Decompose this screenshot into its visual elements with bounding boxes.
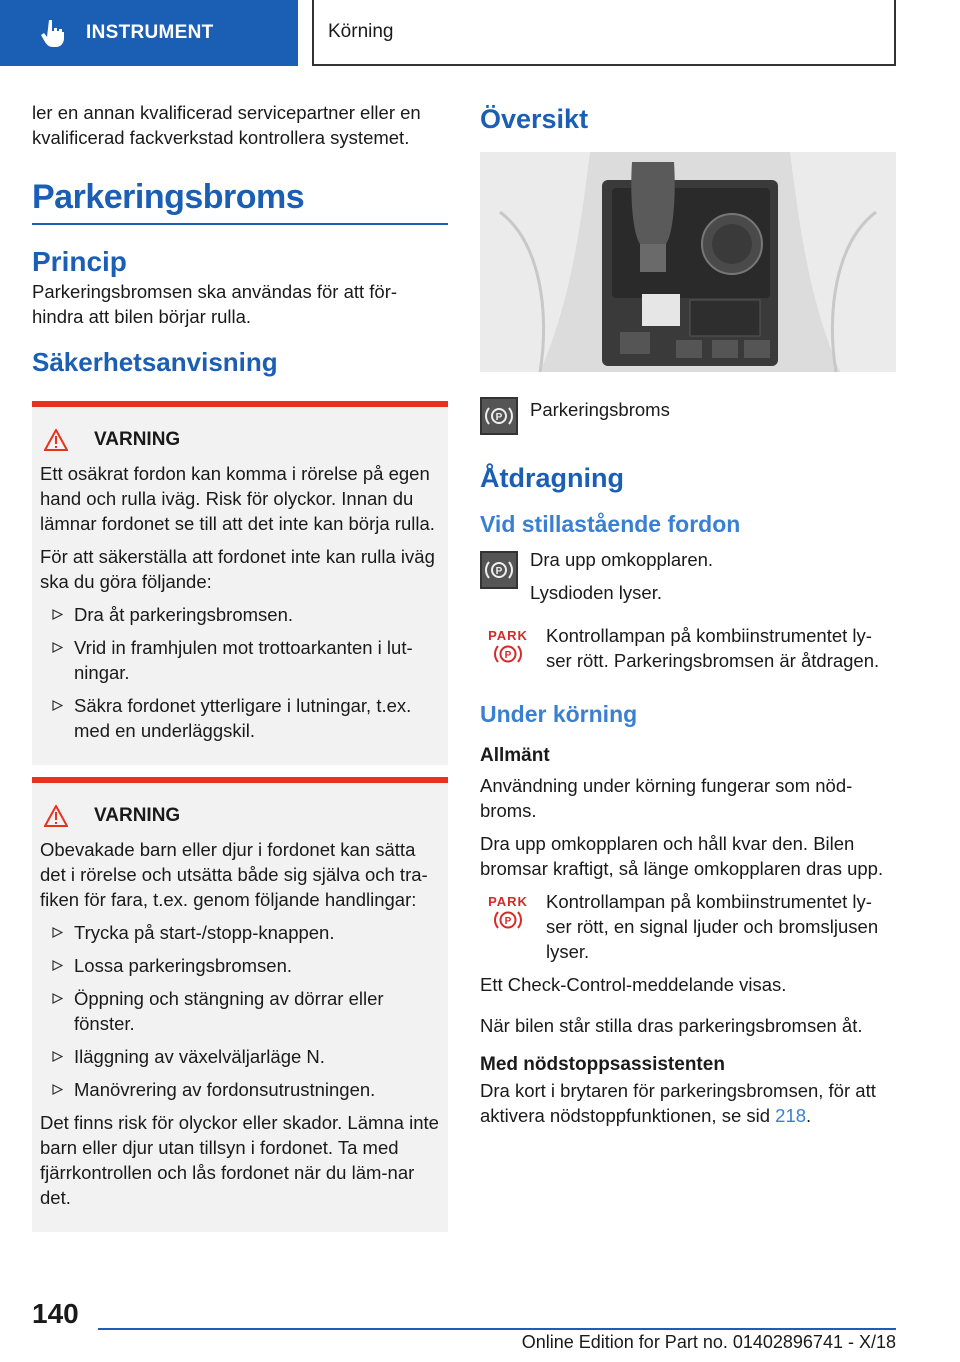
warning-box-2 <box>32 777 448 1232</box>
park-warning-icon: PARK P <box>488 894 528 927</box>
assist-text: Dra kort i brytaren för parkeringsbromsen, för att aktivera nödstoppfunktionen, se sid 218. <box>480 1080 876 1126</box>
footer-divider <box>98 1328 896 1330</box>
park-warning-icon: PARK P <box>488 628 528 661</box>
svg-text:P: P <box>504 916 512 927</box>
warning-list <box>40 920 440 1102</box>
bullet-triangle-icon <box>52 700 63 711</box>
park-text: Kontrollampan på kombiinstrumentet ly-ser rött, en signal ljuder och bromsljusen lyser. <box>546 891 879 962</box>
warning-text: För att säkerställa att fordonet inte kan rulla iväg ska du göra följande: <box>40 546 435 592</box>
princip-heading: Princip <box>32 246 127 277</box>
list-item: Öppning och stängning av dörrar eller fönster. <box>40 986 440 1036</box>
apply-heading: Åtdragning <box>480 463 624 493</box>
caption-row <box>480 397 896 435</box>
standstill-row <box>480 547 896 613</box>
park-text: Kontrollampan på kombiinstrumentet ly-ser rött. Parkeringsbromsen är åtdragen. <box>546 625 880 671</box>
park-indicator-row <box>480 623 896 681</box>
standstill-heading: Vid stillastående fordon <box>480 511 741 537</box>
parking-brake-icon <box>480 397 518 435</box>
section-title: Körning <box>312 0 896 66</box>
general-text: Dra upp omkopplaren och håll kvar den. Bilen bromsar kraftigt, så länge omkopplaren dras upp. <box>480 833 884 879</box>
intro-text: ler en annan kvalificerad servicepartner eller en kvalificerad fackverkstad kontrollera systemet. <box>32 102 421 148</box>
page-title: Parkeringsbroms <box>32 178 448 225</box>
cc-text: Ett Check-Control-meddelande visas. <box>480 974 787 995</box>
list-item: Manövrering av fordonsutrustningen. <box>40 1077 440 1102</box>
overview-heading: Översikt <box>480 104 589 134</box>
warning-text: Det finns risk för olyckor eller skador. Lämna inte barn eller djur utan tillsyn i fordonet. Ta med fjärrkontrollen och lås fordonet när du läm-nar det. <box>40 1112 439 1208</box>
warning-text: Ett osäkrat fordon kan komma i rörelse på egen hand och rulla iväg. Risk för olyckor. Innan du lämnar fordonet se till att det inte kan börja rulla. <box>40 463 435 534</box>
standstill-text: Lysdioden lyser. <box>530 582 662 603</box>
footer-edition: Online Edition for Part no. 01402896741 - X/18 <box>521 1332 896 1352</box>
list-item: Vrid in framhjulen mot trottoarkanten i lut-ningar. <box>40 635 440 685</box>
bullet-triangle-icon <box>52 993 63 1004</box>
warning-list <box>40 602 440 743</box>
warning-icon <box>44 805 68 827</box>
safety-heading: Säkerhetsanvisning <box>32 347 278 377</box>
list-item: Dra åt parkeringsbromsen. <box>40 602 440 627</box>
warning-icon <box>44 429 68 451</box>
overview-caption: Parkeringsbroms <box>530 399 670 420</box>
svg-text:P: P <box>495 566 503 577</box>
assist-heading: Med nödstoppsassistenten <box>480 1054 725 1075</box>
console-photo <box>480 152 896 372</box>
bullet-triangle-icon <box>52 642 63 653</box>
bullet-triangle-icon <box>52 609 63 620</box>
parking-brake-icon <box>480 551 518 589</box>
warning-text: Obevakade barn eller djur i fordonet kan sätta det i rörelse och utsätta både sig själva och tra-fiken för fara, t.ex. genom följande handlingar: <box>40 839 428 910</box>
page-link-218[interactable]: 218 <box>775 1105 807 1126</box>
list-item: Iläggning av växelväljarläge N. <box>40 1044 440 1069</box>
driving-heading: Under körning <box>480 701 638 727</box>
warning-title: VARNING <box>40 429 440 451</box>
bullet-triangle-icon <box>52 1084 63 1095</box>
list-item: Lossa parkeringsbromsen. <box>40 953 440 978</box>
princip-text: Parkeringsbromsen ska användas för att för-hindra att bilen börjar rulla. <box>32 281 398 327</box>
warning-title: VARNING <box>40 805 440 827</box>
svg-text:P: P <box>504 650 512 661</box>
stand-text: När bilen står stilla dras parkeringsbromsen åt. <box>480 1015 863 1036</box>
chapter-label: INSTRUMENT <box>86 22 214 43</box>
general-text: Användning under körning fungerar som nöd-broms. <box>480 775 853 821</box>
bullet-triangle-icon <box>52 1051 63 1062</box>
warning-box-1 <box>32 401 448 765</box>
chapter-tab[interactable] <box>0 0 298 66</box>
standstill-text: Dra upp omkopplaren. <box>530 549 714 570</box>
page-number: 140 <box>32 1298 79 1329</box>
general-heading: Allmänt <box>480 745 550 766</box>
svg-text:P: P <box>495 412 503 423</box>
list-item: Trycka på start-/stopp-knappen. <box>40 920 440 945</box>
bullet-triangle-icon <box>52 960 63 971</box>
park-indicator-row <box>480 889 896 972</box>
left-column <box>32 100 448 1232</box>
list-item: Säkra fordonet ytterligare i lutningar, t.ex. med en underläggskil. <box>40 693 440 743</box>
right-column <box>480 100 896 1136</box>
hand-pointer-icon <box>40 18 66 48</box>
bullet-triangle-icon <box>52 927 63 938</box>
